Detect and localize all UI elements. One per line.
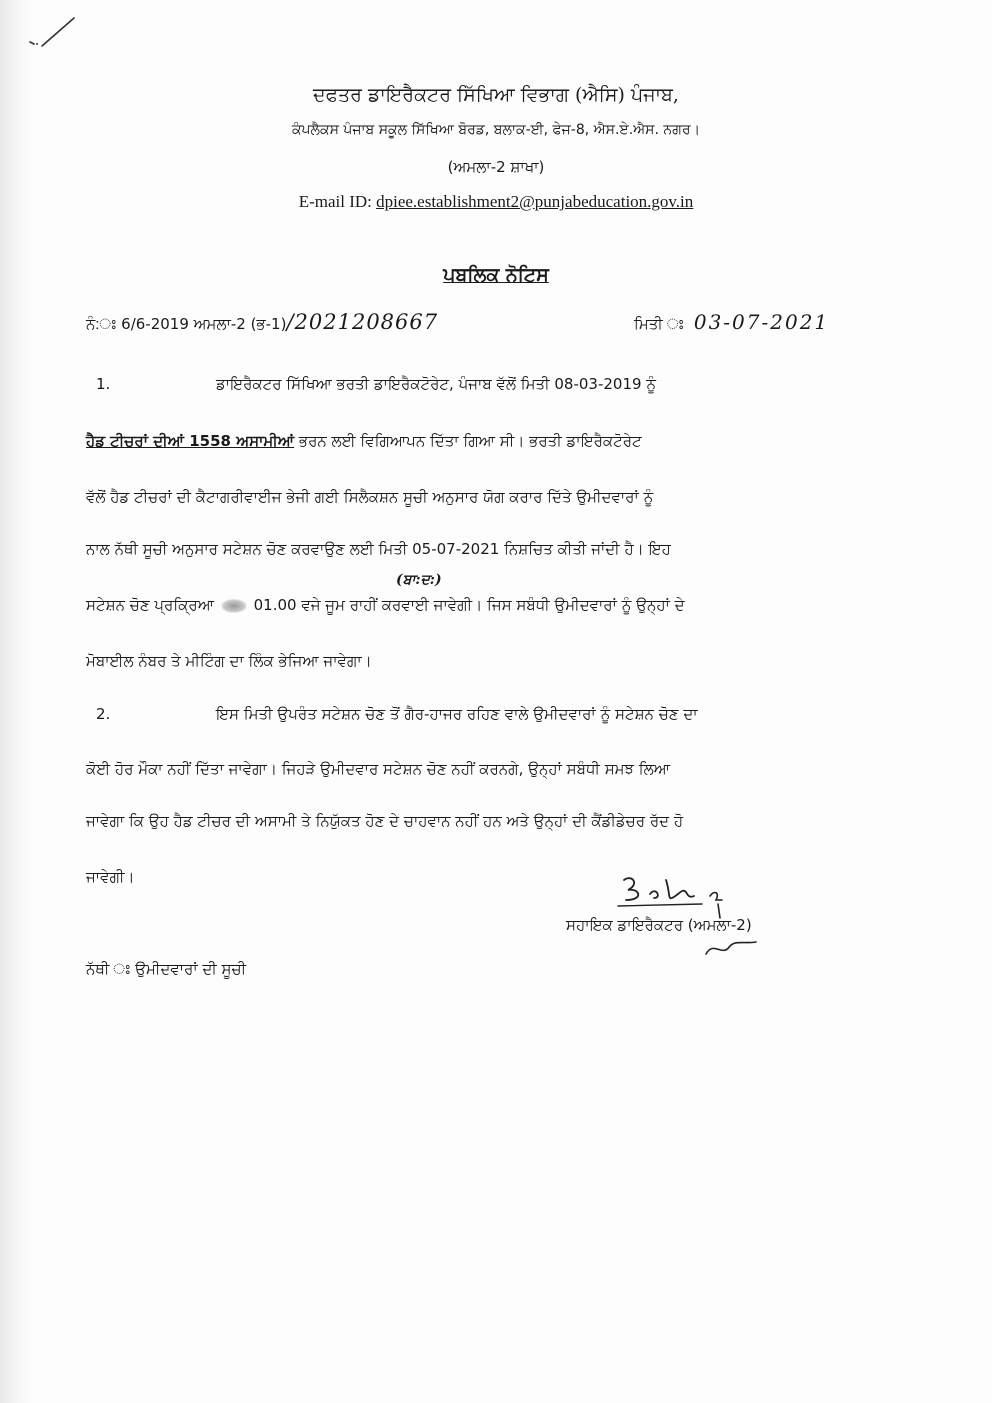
email-link[interactable]: dpiee.establishment2@punjabeducation.gov.in: [376, 192, 694, 211]
para2-number: 2.: [96, 705, 111, 723]
handwritten-note: (ਬਾ:ਦ:): [396, 572, 442, 588]
para1-number: 1.: [96, 375, 111, 393]
notice-title: [0, 264, 992, 286]
reference-prefix: ਨੰ:ਃ 6/6-2019 ਅਮਲਾ-2 (ਭ-1): [86, 315, 287, 333]
para1-line6: ਮੋਬਾਈਲ ਨੰਬਰ ਤੇ ਮੀਟਿੰਗ ਦਾ ਲਿੰਕ ਭੇਜਿਆ ਜਾਵੇਗਾ।: [86, 652, 372, 670]
signatory-designation: ਸਹਾਇਕ ਡਾਇਰੈਕਟਰ (ਅਮਲਾ-2): [566, 916, 752, 934]
posts-highlight: ਹੈਡ ਟੀਚਰਾਂ ਦੀਆਂ 1558 ਅਸਾਮੀਆਂ: [86, 432, 295, 450]
para2-line1: ਇਸ ਮਿਤੀ ਉਪਰੰਤ ਸਟੇਸ਼ਨ ਚੋਣ ਤੋਂ ਗੈਰ-ਹਾਜਰ ਰਹਿਣ ਵਾਲੇ ਉਮੀਦਵਾਰਾਂ ਨੂੰ ਸਟੇਸ਼ਨ ਚੋਣ ਦਾ: [216, 705, 698, 723]
notice-date: [634, 310, 829, 334]
email-label: E-mail ID:: [298, 192, 377, 211]
reference-line: [86, 310, 906, 344]
para1-line1: ਡਾਇਰੈਕਟਰ ਸਿੱਖਿਆ ਭਰਤੀ ਡਾਇਰੈਕਟੋਰੇਟ, ਪੰਜਾਬ ਵੱਲੋਂ ਮਿਤੀ 08-03-2019 ਨੂੰ: [216, 375, 657, 393]
office-address: ਕੰਪਲੈਕਸ ਪੰਜਾਬ ਸਕੂਲ ਸਿੱਖਿਆ ਬੋਰਡ, ਬਲਾਕ-ਈ, ਫੇਜ-8, ਐਸ.ਏ.ਐਸ. ਨਗਰ।: [291, 122, 701, 138]
para1-line3: ਵੱਲੋਂ ਹੈਡ ਟੀਚਰਾਂ ਦੀ ਕੈਟਾਗਰੀਵਾਈਜ ਭੇਜੀ ਗਈ ਸਿਲੈਕਸ਼ਨ ਸੂਚੀ ਅਨੁਸਾਰ ਯੋਗ ਕਰਾਰ ਦਿੱਤੇ ਉਮੀਦਵਾਰਾਂ ਨੂੰ: [86, 488, 654, 506]
date-handwritten: 03-07-2021: [693, 310, 830, 334]
branch-name: (ਅਮਲਾ-2 ਸ਼ਾਖਾ): [447, 158, 545, 176]
para1-line2: [86, 432, 642, 450]
para1-line5: [86, 596, 685, 614]
reference-handwritten: /2021208667: [286, 310, 439, 334]
para2-line2: ਕੋਈ ਹੋਰ ਮੌਕਾ ਨਹੀਂ ਦਿੱਤਾ ਜਾਵੇਗਾ। ਜਿਹੜੇ ਉਮੀਦਵਾਰ ਸਟੇਸ਼ਨ ਚੋਣ ਨਹੀਂ ਕਰਨਗੇ, ਉਨ੍ਹਾਂ ਸਬੰਧੀ ਸਮਝ ਲਿਆ: [86, 760, 671, 778]
para1-line5-end: 01.00 ਵਜੇ ਜੂਮ ਰਾਹੀਂ ਕਰਵਾਈ ਜਾਵੇਗੀ। ਜਿਸ ਸਬੰਧੀ ਉਮੀਦਵਾਰਾਂ ਨੂੰ ਉਨ੍ਹਾਂ ਦੇ: [253, 596, 685, 614]
pen-tick-mark: [28, 14, 80, 50]
notice-title-text: ਪਬਲਿਕ ਨੋਟਿਸ: [443, 264, 549, 286]
ink-smudge: [221, 599, 247, 613]
para1-line5-start: ਸਟੇਸ਼ਨ ਚੋਣ ਪ੍ਰਕ੍ਰਿਆ: [86, 596, 215, 614]
para2-line4: ਜਾਵੇਗੀ।: [86, 868, 135, 886]
enclosure-note: ਨੱਥੀ ਃ ਉਮੀਦਵਾਰਾਂ ਦੀ ਸੂਚੀ: [86, 960, 247, 978]
para1-line2-rest: ਭਰਨ ਲਈ ਵਿਗਿਆਪਨ ਦਿੱਤਾ ਗਿਆ ਸੀ। ਭਰਤੀ ਡਾਇਰੈਕਟੋਰੇਟ: [294, 432, 642, 450]
date-label: ਮਿਤੀ ਃ: [634, 315, 684, 333]
office-name: ਦਫਤਰ ਡਾਇਰੈਕਟਰ ਸਿੱਖਿਆ ਵਿਭਾਗ (ਐਸਿ) ਪੰਜਾਬ,: [313, 84, 679, 106]
para1-line4: ਨਾਲ ਨੱਥੀ ਸੂਚੀ ਅਨੁਸਾਰ ਸਟੇਸ਼ਨ ਚੋਣ ਕਰਵਾਉਣ ਲਈ ਮਿਤੀ 05-07-2021 ਨਿਸ਼ਚਿਤ ਕੀਤੀ ਜਾਂਦੀ ਹੈ। ਇਹ: [86, 540, 671, 558]
email-line: [0, 192, 992, 212]
para2-line3: ਜਾਵੇਗਾ ਕਿ ਉਹ ਹੈਡ ਟੀਚਰ ਦੀ ਅਸਾਮੀ ਤੇ ਨਿਯੁੱਕਤ ਹੋਣ ਦੇ ਚਾਹਵਾਨ ਨਹੀਂ ਹਨ ਅਤੇ ਉਨ੍ਹਾਂ ਦੀ ਕੈਂਡੀਡੇਚਰ ਰੱਦ ਹੋ: [86, 812, 684, 830]
reference-number: [86, 310, 438, 334]
